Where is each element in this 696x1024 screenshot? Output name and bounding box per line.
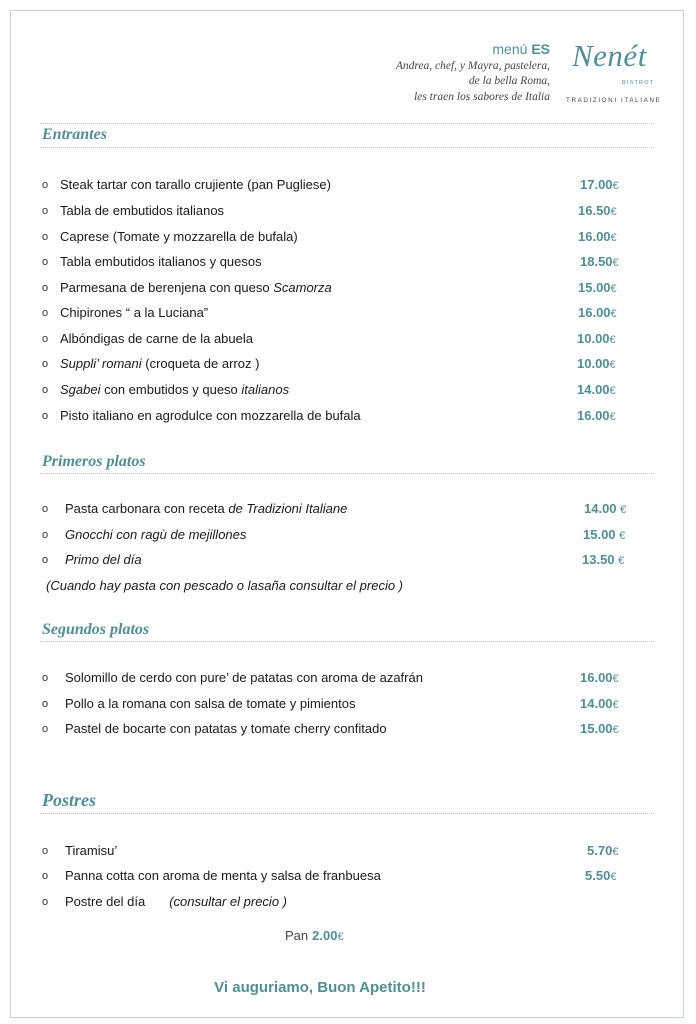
logo-sub: BISTROT xyxy=(622,80,655,86)
item-name: Suppli’ romani (croqueta de arroz ) xyxy=(60,356,260,371)
section-title-entrantes: Entrantes xyxy=(42,126,107,143)
divider xyxy=(40,147,654,148)
bullet-icon: o xyxy=(42,845,49,857)
bullet-icon: o xyxy=(42,231,49,243)
menu-item xyxy=(42,668,642,688)
bullet-icon: o xyxy=(42,358,49,370)
pasta-note: (Cuando hay pasta con pescado o lasaña consultar el precio ) xyxy=(46,578,403,593)
nenet-logo xyxy=(566,38,662,108)
item-name: Gnocchi con ragù de mejillones xyxy=(65,527,247,542)
item-name: Parmesana de berenjena con queso Scamorza xyxy=(60,280,332,295)
menu-item xyxy=(42,278,642,298)
divider xyxy=(40,813,654,814)
logo-name: Nenét xyxy=(572,38,647,73)
item-name: Caprese (Tomate y mozzarella de bufala) xyxy=(60,229,298,244)
item-price: 14.00€ xyxy=(580,696,619,711)
menu-item xyxy=(42,201,642,221)
item-price: 10.00€ xyxy=(577,331,616,346)
intro-line-2: de la bella Roma, xyxy=(468,75,550,87)
bullet-icon: o xyxy=(42,282,49,294)
divider xyxy=(40,123,654,124)
item-name: Steak tartar con tarallo crujiente (pan Pugliese) xyxy=(60,177,331,192)
item-price: 13.50 € xyxy=(582,552,625,567)
item-name: Primo del día xyxy=(65,552,142,567)
menu-title: menú ES xyxy=(492,41,550,57)
item-name: Solomillo de cerdo con pure’ de patatas con aroma de azafrán xyxy=(65,670,423,685)
section-title-primeros: Primeros platos xyxy=(42,453,146,470)
item-name: Pollo a la romana con salsa de tomate y pimientos xyxy=(65,696,356,711)
item-name: Postre del día (consultar el precio ) xyxy=(65,894,287,909)
menu-item xyxy=(42,175,642,195)
item-name: Tiramisu’ xyxy=(65,843,118,858)
item-price: 14.00 € xyxy=(584,501,627,516)
section-title-segundos: Segundos platos xyxy=(42,621,150,638)
item-name: Pasta carbonara con receta de Tradizioni Italiane xyxy=(65,501,348,516)
menu-item xyxy=(42,892,642,912)
item-name: Tabla embutidos italianos y quesos xyxy=(60,254,262,269)
bullet-icon: o xyxy=(42,503,49,515)
menu-item xyxy=(42,719,642,739)
menu-item xyxy=(42,329,642,349)
menu-item xyxy=(42,866,642,886)
section-title-postres: Postres xyxy=(42,790,96,810)
item-price: 5.70€ xyxy=(587,843,619,858)
bullet-icon: o xyxy=(42,333,49,345)
item-name: Pastel de bocarte con patatas y tomate cherry confitado xyxy=(65,721,387,736)
item-name: Pisto italiano en agrodulce con mozzarella de bufala xyxy=(60,408,361,423)
bullet-icon: o xyxy=(42,256,49,268)
logo-tagline: TRADIZIONI ITALIANE xyxy=(566,97,662,104)
header-intro xyxy=(396,42,550,105)
item-name: Chipirones “ a la Luciana” xyxy=(60,305,209,320)
item-price: 18.50€ xyxy=(580,254,619,269)
bullet-icon: o xyxy=(42,672,49,684)
bullet-icon: o xyxy=(42,179,49,191)
divider xyxy=(40,473,654,474)
intro-line-1: Andrea, chef, y Mayra, pastelera, xyxy=(395,59,550,72)
menu-item xyxy=(42,406,642,426)
item-price: 17.00€ xyxy=(580,177,619,192)
item-price: 16.00€ xyxy=(577,408,616,423)
item-name: Sgabei con embutidos y queso italianos xyxy=(60,382,290,397)
bullet-icon: o xyxy=(42,307,49,319)
bullet-icon: o xyxy=(42,554,49,566)
menu-item xyxy=(42,694,642,714)
footer-greeting: Vi auguriamo, Buon Apetito!!! xyxy=(214,979,426,996)
bullet-icon: o xyxy=(42,384,49,396)
item-price: 16.00€ xyxy=(580,670,619,685)
item-price: 16.00€ xyxy=(578,305,617,320)
menu-item xyxy=(42,303,642,323)
menu-item xyxy=(42,252,642,272)
item-price: 5.50€ xyxy=(585,868,617,883)
item-price: 16.00€ xyxy=(578,229,617,244)
menu-item xyxy=(42,380,642,400)
item-name: Tabla de embutidos italianos xyxy=(60,203,225,218)
bullet-icon: o xyxy=(42,698,49,710)
item-price: 16.50€ xyxy=(578,203,617,218)
item-price: 10.00€ xyxy=(577,356,616,371)
bullet-icon: o xyxy=(42,529,49,541)
item-price: 15.00€ xyxy=(580,721,619,736)
item-name: Panna cotta con aroma de menta y salsa de franbuesa xyxy=(65,868,381,883)
bullet-icon: o xyxy=(42,205,49,217)
menu-item xyxy=(42,227,642,247)
bread-price: Pan 2.00€ xyxy=(285,928,344,943)
menu-item xyxy=(42,550,642,570)
item-price: 15.00€ xyxy=(578,280,617,295)
menu-item xyxy=(42,841,642,861)
intro-line-3: les traen los sabores de Italia xyxy=(414,90,550,103)
item-price: 14.00€ xyxy=(577,382,616,397)
bullet-icon: o xyxy=(42,870,49,882)
bullet-icon: o xyxy=(42,723,49,735)
item-name: Albóndigas de carne de la abuela xyxy=(60,331,253,346)
item-price: 15.00 € xyxy=(583,527,626,542)
menu-item xyxy=(42,499,642,519)
bullet-icon: o xyxy=(42,410,49,422)
menu-item xyxy=(42,354,642,374)
divider xyxy=(40,641,654,642)
bullet-icon: o xyxy=(42,896,49,908)
menu-item xyxy=(42,525,642,545)
